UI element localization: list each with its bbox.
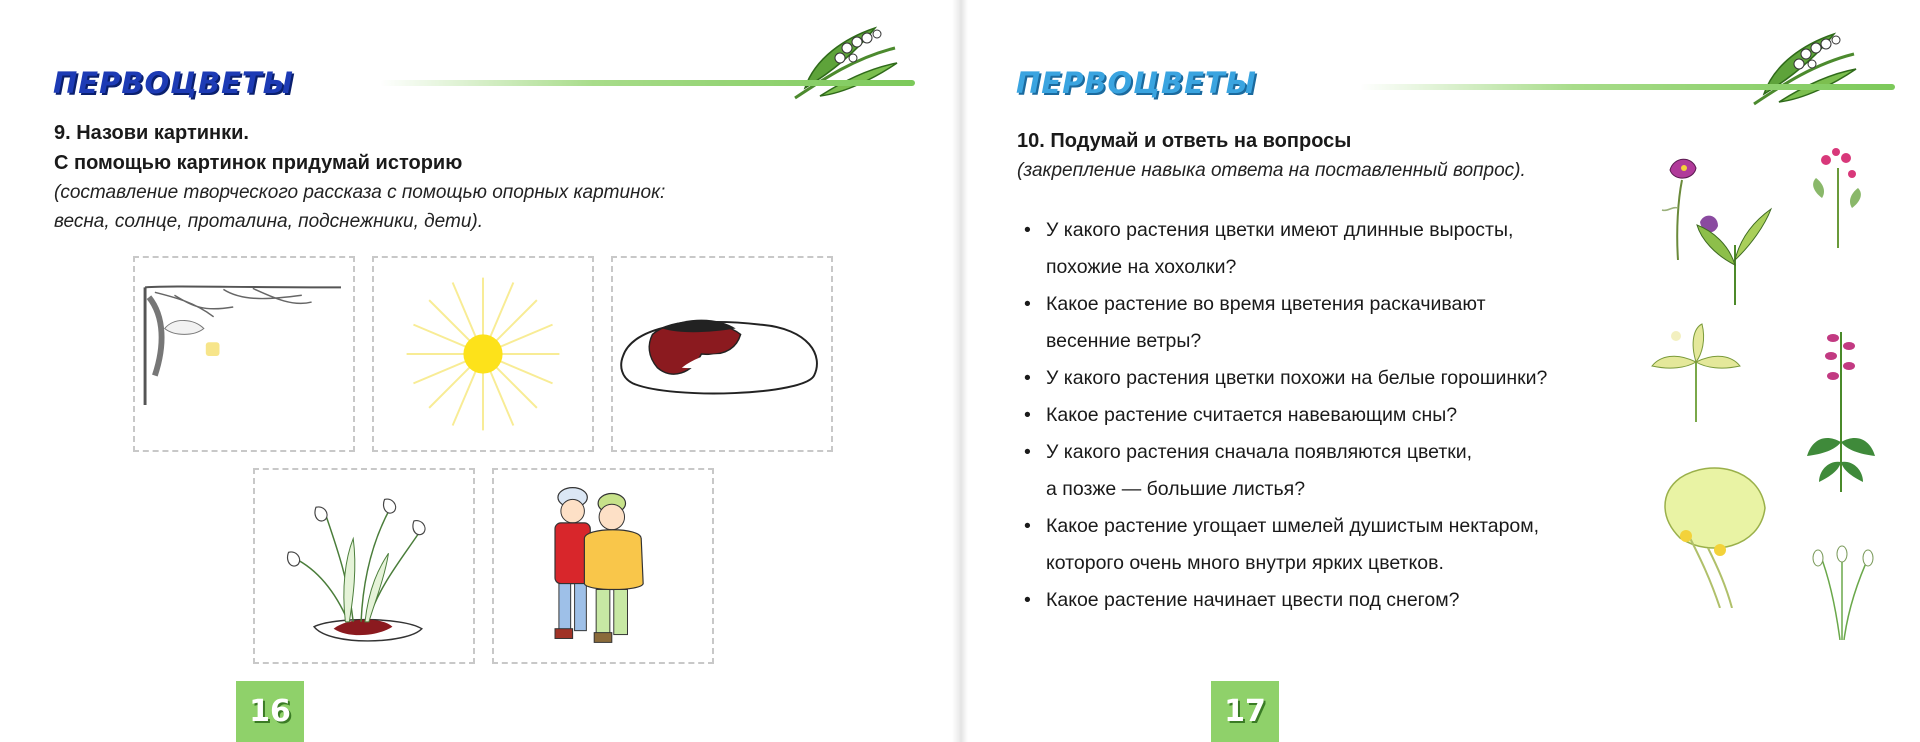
question-line: • Какое растение во время цветения раскачивают: [1046, 293, 1486, 315]
task-heading: 10. Подумай и ответь на вопросы: [1017, 130, 1352, 152]
snowdrop-illustration: [1800, 540, 1880, 640]
book-gutter: [952, 0, 968, 742]
question-line: • У какого растения сначала появляются цветки,: [1046, 441, 1473, 463]
question-line: • Какое растение начинает цвести под снегом?: [1046, 589, 1460, 611]
snowdrops-picture: [255, 470, 473, 662]
child-right: [584, 494, 643, 643]
task-heading: 9. Назови картинки.: [54, 122, 249, 144]
question-item: [1024, 212, 1644, 286]
children-picture: [494, 470, 712, 662]
corydalis-plant-illustration: [1803, 322, 1878, 492]
picture-card-spring-tree: [133, 256, 355, 452]
page-number-badge: [236, 681, 304, 742]
lily-of-the-valley-sprig-icon: [1744, 24, 1864, 114]
question-line: которого очень много внутри ярких цветков.: [1046, 552, 1444, 574]
page-number-badge: [1211, 681, 1279, 742]
question-line: похожие на хохолки?: [1046, 256, 1237, 278]
picture-card-thawed-patch: [611, 256, 833, 452]
header-rule: [1360, 84, 1895, 90]
page-number: 17: [1224, 694, 1266, 729]
question-line: • У какого растения цветки имеют длинные выросты,: [1046, 219, 1514, 241]
tulip-leaf-illustration: [1695, 205, 1775, 305]
question-item: [1024, 582, 1644, 619]
picture-card-children: [492, 468, 714, 664]
task-description-line: (составление творческого рассказа с помощью опорных картинок:: [54, 182, 666, 203]
question-line: • У какого растения цветки похожи на белые горошинки?: [1046, 367, 1548, 389]
task-description: (закрепление навыка ответа на поставленный вопрос).: [1017, 160, 1526, 181]
question-line: • Какое растение угощает шмелей душистым нектаром,: [1046, 515, 1540, 537]
task-description: [54, 178, 794, 236]
question-item: [1024, 360, 1644, 397]
right-page: [960, 0, 1920, 742]
spring-tree-picture: [135, 258, 353, 450]
picture-card-snowdrops: [253, 468, 475, 664]
question-item: [1024, 286, 1644, 360]
corydalis-illustration: [1802, 148, 1872, 248]
page-title: ПЕРВОЦВЕТЫ: [1016, 66, 1257, 100]
question-item: [1024, 434, 1644, 508]
picture-card-sun: [372, 256, 594, 452]
lily-of-the-valley-sprig-icon: [785, 18, 905, 108]
question-item: [1024, 397, 1644, 434]
page-number: 16: [249, 694, 291, 729]
wood-anemone-illustration: [1646, 322, 1746, 422]
coltsfoot-illustration: [1650, 458, 1770, 608]
page-title: ПЕРВОЦВЕТЫ: [53, 66, 294, 100]
question-line: • Какое растение считается навевающим сны?: [1046, 404, 1458, 426]
header-rule: [380, 80, 915, 86]
question-line: весенние ветры?: [1046, 330, 1202, 352]
task-heading-2: С помощью картинок придумай историю: [54, 152, 463, 174]
thawed-patch-picture: [613, 258, 831, 450]
question-item: [1024, 508, 1644, 582]
question-list: [1024, 212, 1644, 619]
task-description-line: весна, солнце, проталина, подснежники, дети).: [54, 211, 484, 232]
question-line: а позже — большие листья?: [1046, 478, 1306, 500]
sun-picture: [374, 258, 592, 450]
